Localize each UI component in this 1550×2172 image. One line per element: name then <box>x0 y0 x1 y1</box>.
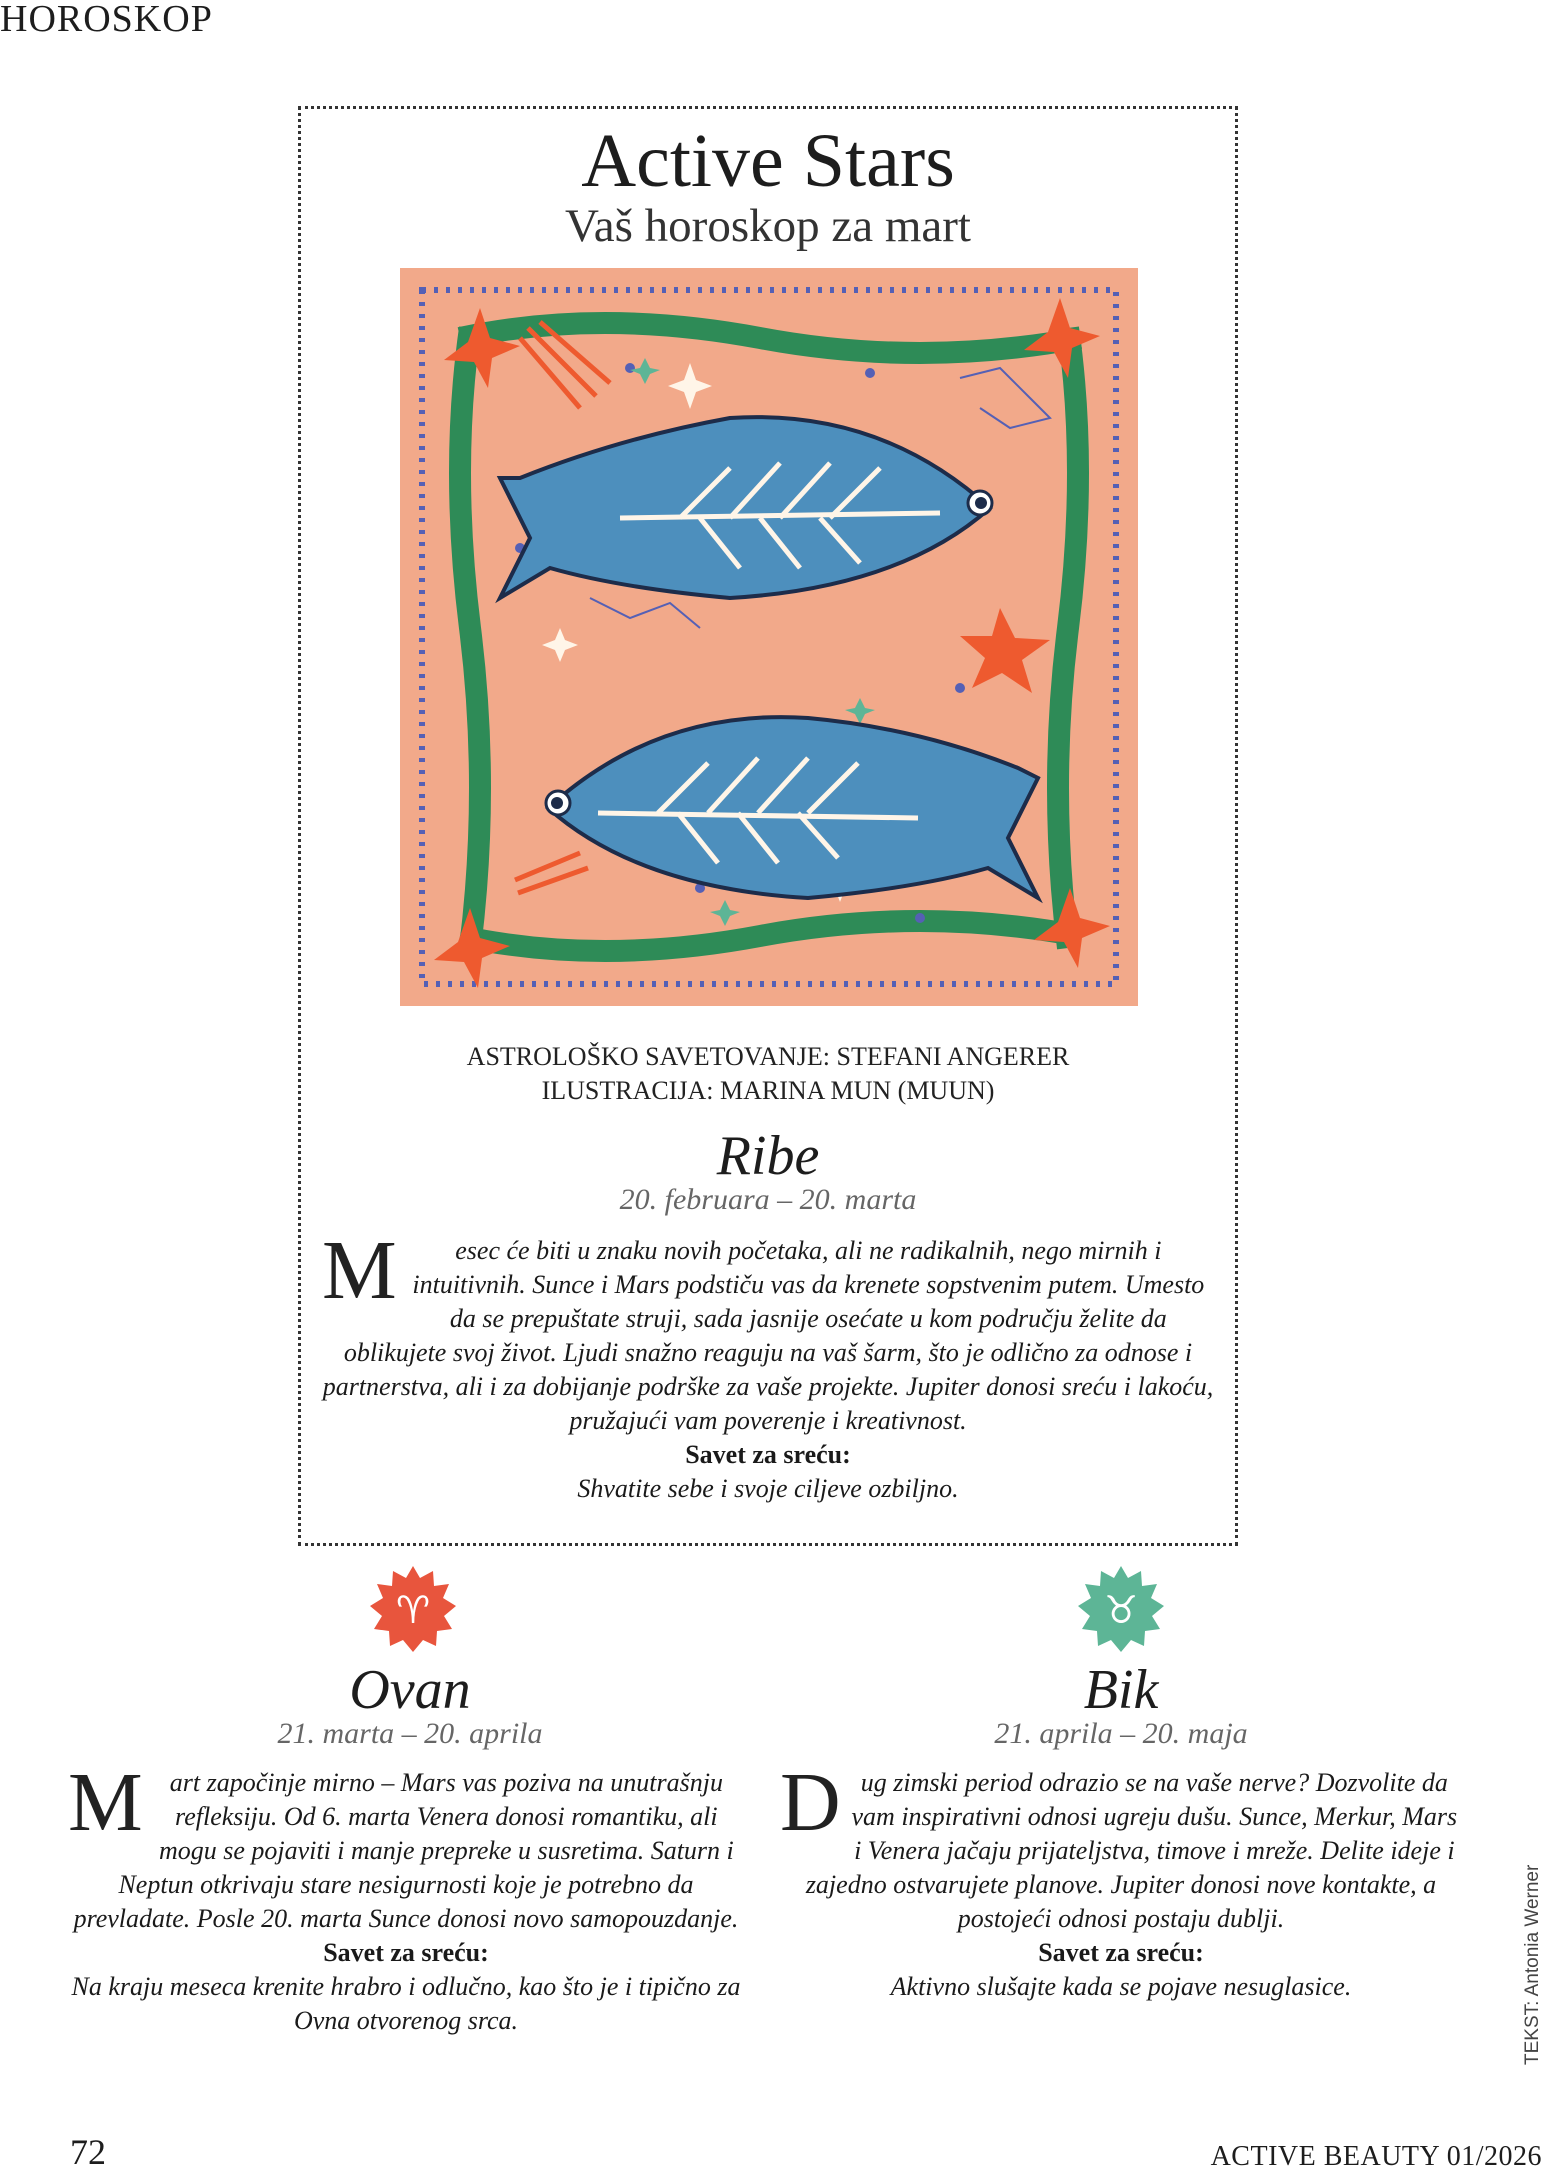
page-subtitle: Vaš horoskop za mart <box>565 200 971 252</box>
aries-badge-icon <box>370 1566 456 1652</box>
featured-sign-name: Ribe <box>716 1125 820 1187</box>
tip-label: Savet za sreću: <box>1038 1938 1204 1967</box>
taurus-horoscope-text <box>780 1756 1462 2004</box>
taurus-sign-dates: 21. aprila – 20. maja <box>994 1717 1248 1750</box>
page-number: 72 <box>70 2132 106 2172</box>
featured-body: esec će biti u znaku novih početaka, ali ne radikalnih, nego mirnih i intuitivnih. Sunce i Mars podstiču vas da krenete sopstvenim putem. Umesto da se prepuštate struji, sada jasnije osećate u kom području želite da oblikujete svoj život. Ljudi snažno reaguju na vaš šarm, što je odlično za odnose i partnerstva, ali i za dobijanje podrške za vaše projekte. Jupiter donosi sreću i lakoću, pružajući vam poverenje i kreativnost. <box>322 1236 1214 1435</box>
dropcap: M <box>322 1224 397 1317</box>
credits-illustration: ILUSTRACIJA: MARINA MUN (MUUN) <box>541 1076 995 1105</box>
tip-text: Na kraju meseca krenite hrabro i odlučno, kao što je i tipično za Ovna otvorenog srca. <box>71 1972 741 2035</box>
taurus-body: ug zimski period odrazio se na vaše nerve? Dozvolite da vam inspirativni odnosi ugreju dušu. Sunce, Merkur, Mars i Venera jačaju prijateljstva, timove i mreže. Delite ideje i zajedno ostvarujete planove. Jupiter donosi nove kontakte, a postojeći odnosi postaju dublji. <box>805 1768 1458 1933</box>
credits-astrology: ASTROLOŠKO SAVETOVANJE: STEFANI ANGERER <box>466 1042 1070 1071</box>
dropcap: D <box>780 1756 841 1849</box>
text-credit: TEKST: Antonia Werner <box>1522 1864 1543 2065</box>
pisces-illustration <box>400 268 1138 1006</box>
page-title: Active Stars <box>581 119 955 203</box>
dropcap: M <box>68 1756 143 1849</box>
taurus-badge-icon <box>1078 1566 1164 1652</box>
tip-label: Savet za sreću: <box>323 1938 489 1967</box>
aries-sign-dates: 21. marta – 20. aprila <box>277 1717 543 1750</box>
aries-body: art započinje mirno – Mars vas poziva na unutrašnju refleksiju. Od 6. marta Venera donosi romantiku, ali mogu se pojaviti i manje prepreke u susretima. Saturn i Neptun otkrivaju stare nesigurnosti koje je potrebno da prevladate. Posle 20. marta Sunce donosi novo samopouzdanje. <box>73 1768 739 1933</box>
tip-text: Aktivno slušajte kada se pojave nesuglasice. <box>890 1972 1352 2001</box>
section-label: HOROSKOP <box>0 0 213 40</box>
tip-label: Savet za sreću: <box>685 1440 851 1469</box>
taurus-sign-name: Bik <box>1083 1659 1159 1721</box>
featured-sign-dates: 20. februara – 20. marta <box>619 1183 917 1216</box>
taurus-symbol: ♉ <box>1103 1588 1139 1632</box>
credits <box>298 1040 1238 1108</box>
featured-horoscope-text <box>322 1224 1214 1506</box>
aries-symbol: ♈ <box>395 1588 431 1632</box>
aries-sign-name: Ovan <box>349 1659 471 1721</box>
magazine-issue: ACTIVE BEAUTY 01/2026 <box>1210 2141 1542 2172</box>
tip-text: Shvatite sebe i svoje ciljeve ozbiljno. <box>577 1474 959 1503</box>
aries-horoscope-text <box>68 1756 744 2038</box>
